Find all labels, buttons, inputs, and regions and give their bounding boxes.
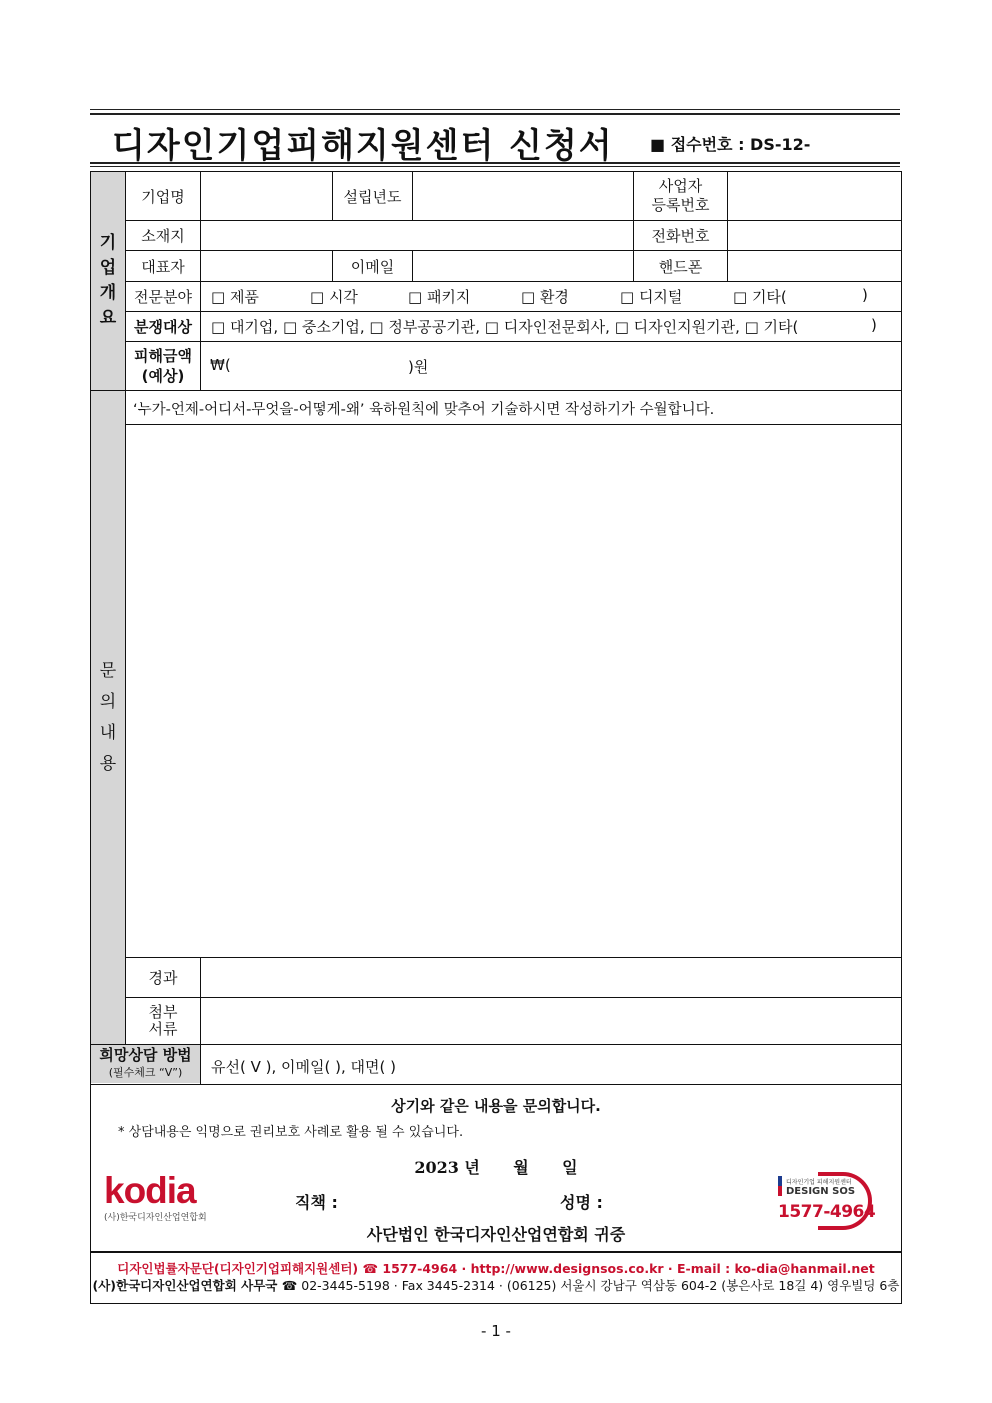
dispute-target-options[interactable]: □ 대기업, □ 중소기업, □ 정부공공기관, □ 디자인전문회사, □ 디자인지원기관, □ 기타( <box>211 318 799 336</box>
phone-input[interactable] <box>728 221 900 250</box>
ceo-input[interactable] <box>201 251 332 281</box>
contact-line-2: (사)한국디자인산업연합회 사무국 ☎ 02-3445-5198 · Fax 3445-2314 · (06125) 서울시 강남구 역삼동 604-2 (봉은사로 18길 4) 영우빌딩 6층 <box>92 1278 900 1293</box>
anonymity-note: * 상담내용은 익명으로 권리보호 사례로 활용 될 수 있습니다. <box>118 1125 464 1140</box>
label-founded-year: 설립년도 <box>343 187 402 206</box>
statement-text: 상기와 같은 내용을 문의합니다. <box>391 1096 601 1115</box>
attachments-input[interactable] <box>201 998 901 1044</box>
label-company-name: 기업명 <box>141 187 185 206</box>
label-mobile: 핸드폰 <box>658 257 703 276</box>
page-number: - 1 - <box>481 1322 511 1340</box>
damage-suffix: )원 <box>408 358 429 376</box>
top-rule-2 <box>90 113 900 115</box>
inquiry-section-label: 문 의 내 용 <box>91 391 125 1044</box>
position-label: 직책 : <box>295 1193 338 1212</box>
design-sos-logo: 디자인기업 피해지원센터 DESIGN SOS 1577-4964 <box>778 1172 874 1232</box>
page-title: 디자인기업피해지원센터 신청서 <box>112 126 614 166</box>
founded-year-input[interactable] <box>413 172 633 220</box>
specialty-package-checkbox[interactable]: □ 패키지 <box>408 288 471 306</box>
recipient-line: 사단법인 한국디자인산업연합회 귀중 <box>366 1224 626 1244</box>
kodia-logo: kodia (사)한국디자인산업연합회 <box>104 1170 207 1223</box>
label-biz-reg-no: 사업자 등록번호 <box>651 177 710 214</box>
label-consult-method: 희망상담 방법 (필수체크 “V”) <box>91 1045 200 1083</box>
specialty-environment-checkbox[interactable]: □ 환경 <box>521 288 569 306</box>
company-section-label: 기 업 개 요 <box>91 172 125 390</box>
biz-reg-no-input[interactable] <box>728 172 900 220</box>
inquiry-guide: ‘누가-언제-어디서-무엇을-어떻게-왜’ 육하원칙에 맞추어 기술하시면 작성하기가 수월합니다. <box>133 401 715 418</box>
label-specialty: 전문분야 <box>134 288 192 306</box>
label-ceo: 대표자 <box>141 257 185 276</box>
consult-method-options[interactable]: 유선( V ), 이메일( ), 대면( ) <box>211 1058 396 1076</box>
name-label: 성명 : <box>560 1193 603 1212</box>
label-address: 소재지 <box>141 227 185 245</box>
receipt-number: ■ 접수번호 : DS-12- <box>650 135 811 154</box>
inquiry-content-textarea[interactable] <box>126 425 901 956</box>
email-input[interactable] <box>413 251 633 281</box>
label-phone: 전화번호 <box>651 227 710 245</box>
specialty-product-checkbox[interactable]: □ 제품 <box>211 288 259 306</box>
specialty-digital-checkbox[interactable]: □ 디지털 <box>620 288 683 306</box>
label-attachments: 첨부 서류 <box>148 1003 178 1038</box>
result-input[interactable] <box>201 958 901 996</box>
specialty-other-checkbox[interactable]: □ 기타( <box>733 288 787 306</box>
contact-line-1: 디자인법률자문단(디자인기업피해지원센터) ☎ 1577-4964 · http://www.designsos.co.kr · E-mail : ko-dia@hanmail.net <box>117 1261 875 1276</box>
dispute-other-close: ) <box>871 316 877 334</box>
mobile-input[interactable] <box>728 251 900 281</box>
specialty-visual-checkbox[interactable]: □ 시각 <box>310 288 358 306</box>
damage-prefix: ₩( <box>210 356 231 374</box>
label-dispute-target: 분쟁대상 <box>134 318 192 336</box>
address-input[interactable] <box>201 221 633 250</box>
date-line: 2023 년 월 일 <box>414 1157 578 1177</box>
specialty-other-close: ) <box>862 286 868 304</box>
label-damage-amount: 피해금액 (예상) <box>134 347 192 385</box>
label-result: 경과 <box>148 968 178 987</box>
label-email: 이메일 <box>350 257 395 276</box>
damage-amount-input[interactable] <box>230 342 408 390</box>
top-rule-1 <box>90 109 900 110</box>
company-name-input[interactable] <box>201 172 332 220</box>
